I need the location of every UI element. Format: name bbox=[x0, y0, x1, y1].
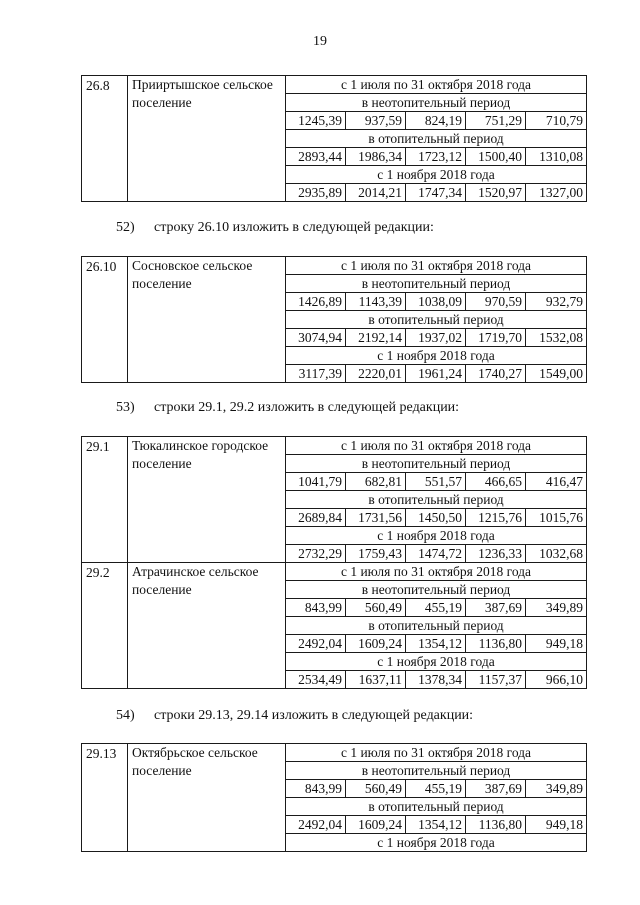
table-block-3 bbox=[81, 436, 586, 689]
period-label: в отопительный период bbox=[286, 130, 587, 148]
rate-value: 1310,08 bbox=[526, 148, 587, 166]
rates-table bbox=[81, 436, 587, 689]
rate-value: 349,89 bbox=[526, 780, 587, 798]
rate-value: 1136,80 bbox=[466, 816, 526, 834]
period-label: в неотопительный период bbox=[286, 581, 587, 599]
rate-value: 970,59 bbox=[466, 293, 526, 311]
instruction-text: строки 29.1, 29.2 изложить в следующей редакции: bbox=[154, 400, 460, 415]
rate-value: 2935,89 bbox=[286, 184, 346, 202]
row-number: 29.2 bbox=[82, 563, 128, 689]
page-number: 19 bbox=[313, 34, 327, 49]
instruction-54 bbox=[116, 708, 473, 724]
period-label: с 1 ноября 2018 года bbox=[286, 653, 587, 671]
rate-value: 2689,84 bbox=[286, 509, 346, 527]
rate-value: 1041,79 bbox=[286, 473, 346, 491]
rate-value: 1426,89 bbox=[286, 293, 346, 311]
instruction-number: 52) bbox=[116, 220, 135, 235]
row-number: 26.8 bbox=[82, 76, 128, 202]
rate-value: 2492,04 bbox=[286, 816, 346, 834]
settlement-name: Октябрьское сельское поселение bbox=[128, 744, 286, 852]
period-label: с 1 ноября 2018 года bbox=[286, 834, 587, 852]
rate-value: 349,89 bbox=[526, 599, 587, 617]
rate-value: 1609,24 bbox=[346, 635, 406, 653]
rates-table bbox=[81, 256, 587, 383]
rate-value: 1245,39 bbox=[286, 112, 346, 130]
rate-value: 1719,70 bbox=[466, 329, 526, 347]
period-row bbox=[82, 744, 587, 762]
rate-value: 2732,29 bbox=[286, 545, 346, 563]
rate-value: 1236,33 bbox=[466, 545, 526, 563]
period-label: с 1 июля по 31 октября 2018 года bbox=[286, 437, 587, 455]
instruction-text: строку 26.10 изложить в следующей редакции: bbox=[154, 220, 434, 235]
rate-value: 1378,34 bbox=[406, 671, 466, 689]
period-label: с 1 ноября 2018 года bbox=[286, 347, 587, 365]
rate-value: 1549,00 bbox=[526, 365, 587, 383]
rate-value: 1723,12 bbox=[406, 148, 466, 166]
instruction-number: 54) bbox=[116, 708, 135, 723]
settlement-name: Атрачинское сельское поселение bbox=[128, 563, 286, 689]
period-row bbox=[82, 76, 587, 94]
rate-value: 387,69 bbox=[466, 780, 526, 798]
period-row bbox=[82, 437, 587, 455]
period-label: с 1 июля по 31 октября 2018 года bbox=[286, 563, 587, 581]
settlement-name: Прииртышское сельское поселение bbox=[128, 76, 286, 202]
rate-value: 1532,08 bbox=[526, 329, 587, 347]
rate-value: 1143,39 bbox=[346, 293, 406, 311]
rate-value: 1759,43 bbox=[346, 545, 406, 563]
rate-value: 1032,68 bbox=[526, 545, 587, 563]
instruction-number: 53) bbox=[116, 400, 135, 415]
rate-value: 2192,14 bbox=[346, 329, 406, 347]
rate-value: 949,18 bbox=[526, 816, 587, 834]
rate-value: 455,19 bbox=[406, 780, 466, 798]
rate-value: 1474,72 bbox=[406, 545, 466, 563]
rate-value: 1937,02 bbox=[406, 329, 466, 347]
period-label: с 1 июля по 31 октября 2018 года bbox=[286, 257, 587, 275]
period-label: в неотопительный период bbox=[286, 762, 587, 780]
period-label: в неотопительный период bbox=[286, 275, 587, 293]
period-label: в отопительный период bbox=[286, 617, 587, 635]
period-label: в отопительный период bbox=[286, 491, 587, 509]
rate-value: 3074,94 bbox=[286, 329, 346, 347]
row-number: 26.10 bbox=[82, 257, 128, 383]
rate-value: 466,65 bbox=[466, 473, 526, 491]
rate-value: 1520,97 bbox=[466, 184, 526, 202]
period-row bbox=[82, 563, 587, 581]
rate-value: 3117,39 bbox=[286, 365, 346, 383]
rate-value: 824,19 bbox=[406, 112, 466, 130]
rate-value: 2492,04 bbox=[286, 635, 346, 653]
period-label: в отопительный период bbox=[286, 798, 587, 816]
rate-value: 387,69 bbox=[466, 599, 526, 617]
rate-value: 932,79 bbox=[526, 293, 587, 311]
rate-value: 1500,40 bbox=[466, 148, 526, 166]
rate-value: 937,59 bbox=[346, 112, 406, 130]
rates-table bbox=[81, 75, 587, 202]
rate-value: 1609,24 bbox=[346, 816, 406, 834]
rate-value: 455,19 bbox=[406, 599, 466, 617]
row-number: 29.13 bbox=[82, 744, 128, 852]
rate-value: 1740,27 bbox=[466, 365, 526, 383]
period-row bbox=[82, 257, 587, 275]
rate-value: 966,10 bbox=[526, 671, 587, 689]
table-block-1 bbox=[81, 75, 586, 202]
instruction-52 bbox=[116, 220, 434, 236]
rate-value: 1731,56 bbox=[346, 509, 406, 527]
table-block-2 bbox=[81, 256, 586, 383]
instruction-53 bbox=[116, 400, 459, 416]
rate-value: 2014,21 bbox=[346, 184, 406, 202]
rate-value: 1015,76 bbox=[526, 509, 587, 527]
rate-value: 843,99 bbox=[286, 780, 346, 798]
period-label: с 1 июля по 31 октября 2018 года bbox=[286, 744, 587, 762]
rate-value: 551,57 bbox=[406, 473, 466, 491]
rate-value: 1354,12 bbox=[406, 635, 466, 653]
period-label: в неотопительный период bbox=[286, 94, 587, 112]
rate-value: 843,99 bbox=[286, 599, 346, 617]
rate-value: 1215,76 bbox=[466, 509, 526, 527]
rate-value: 2534,49 bbox=[286, 671, 346, 689]
period-label: с 1 июля по 31 октября 2018 года bbox=[286, 76, 587, 94]
rate-value: 1136,80 bbox=[466, 635, 526, 653]
rate-value: 1327,00 bbox=[526, 184, 587, 202]
rate-value: 416,47 bbox=[526, 473, 587, 491]
rate-value: 1450,50 bbox=[406, 509, 466, 527]
rate-value: 560,49 bbox=[346, 599, 406, 617]
rate-value: 1986,34 bbox=[346, 148, 406, 166]
rates-table bbox=[81, 743, 587, 852]
rate-value: 2220,01 bbox=[346, 365, 406, 383]
rate-value: 560,49 bbox=[346, 780, 406, 798]
table-block-4 bbox=[81, 743, 586, 852]
rate-value: 1637,11 bbox=[346, 671, 406, 689]
rate-value: 751,29 bbox=[466, 112, 526, 130]
rate-value: 949,18 bbox=[526, 635, 587, 653]
rate-value: 1354,12 bbox=[406, 816, 466, 834]
period-label: в неотопительный период bbox=[286, 455, 587, 473]
rate-value: 1157,37 bbox=[466, 671, 526, 689]
rate-value: 710,79 bbox=[526, 112, 587, 130]
settlement-name: Тюкалинское городское поселение bbox=[128, 437, 286, 563]
rate-value: 2893,44 bbox=[286, 148, 346, 166]
instruction-text: строки 29.13, 29.14 изложить в следующей редакции: bbox=[154, 708, 474, 723]
row-number: 29.1 bbox=[82, 437, 128, 563]
rate-value: 1961,24 bbox=[406, 365, 466, 383]
period-label: с 1 ноября 2018 года bbox=[286, 166, 587, 184]
period-label: с 1 ноября 2018 года bbox=[286, 527, 587, 545]
period-label: в отопительный период bbox=[286, 311, 587, 329]
settlement-name: Сосновское сельское поселение bbox=[128, 257, 286, 383]
rate-value: 1038,09 bbox=[406, 293, 466, 311]
rate-value: 1747,34 bbox=[406, 184, 466, 202]
rate-value: 682,81 bbox=[346, 473, 406, 491]
